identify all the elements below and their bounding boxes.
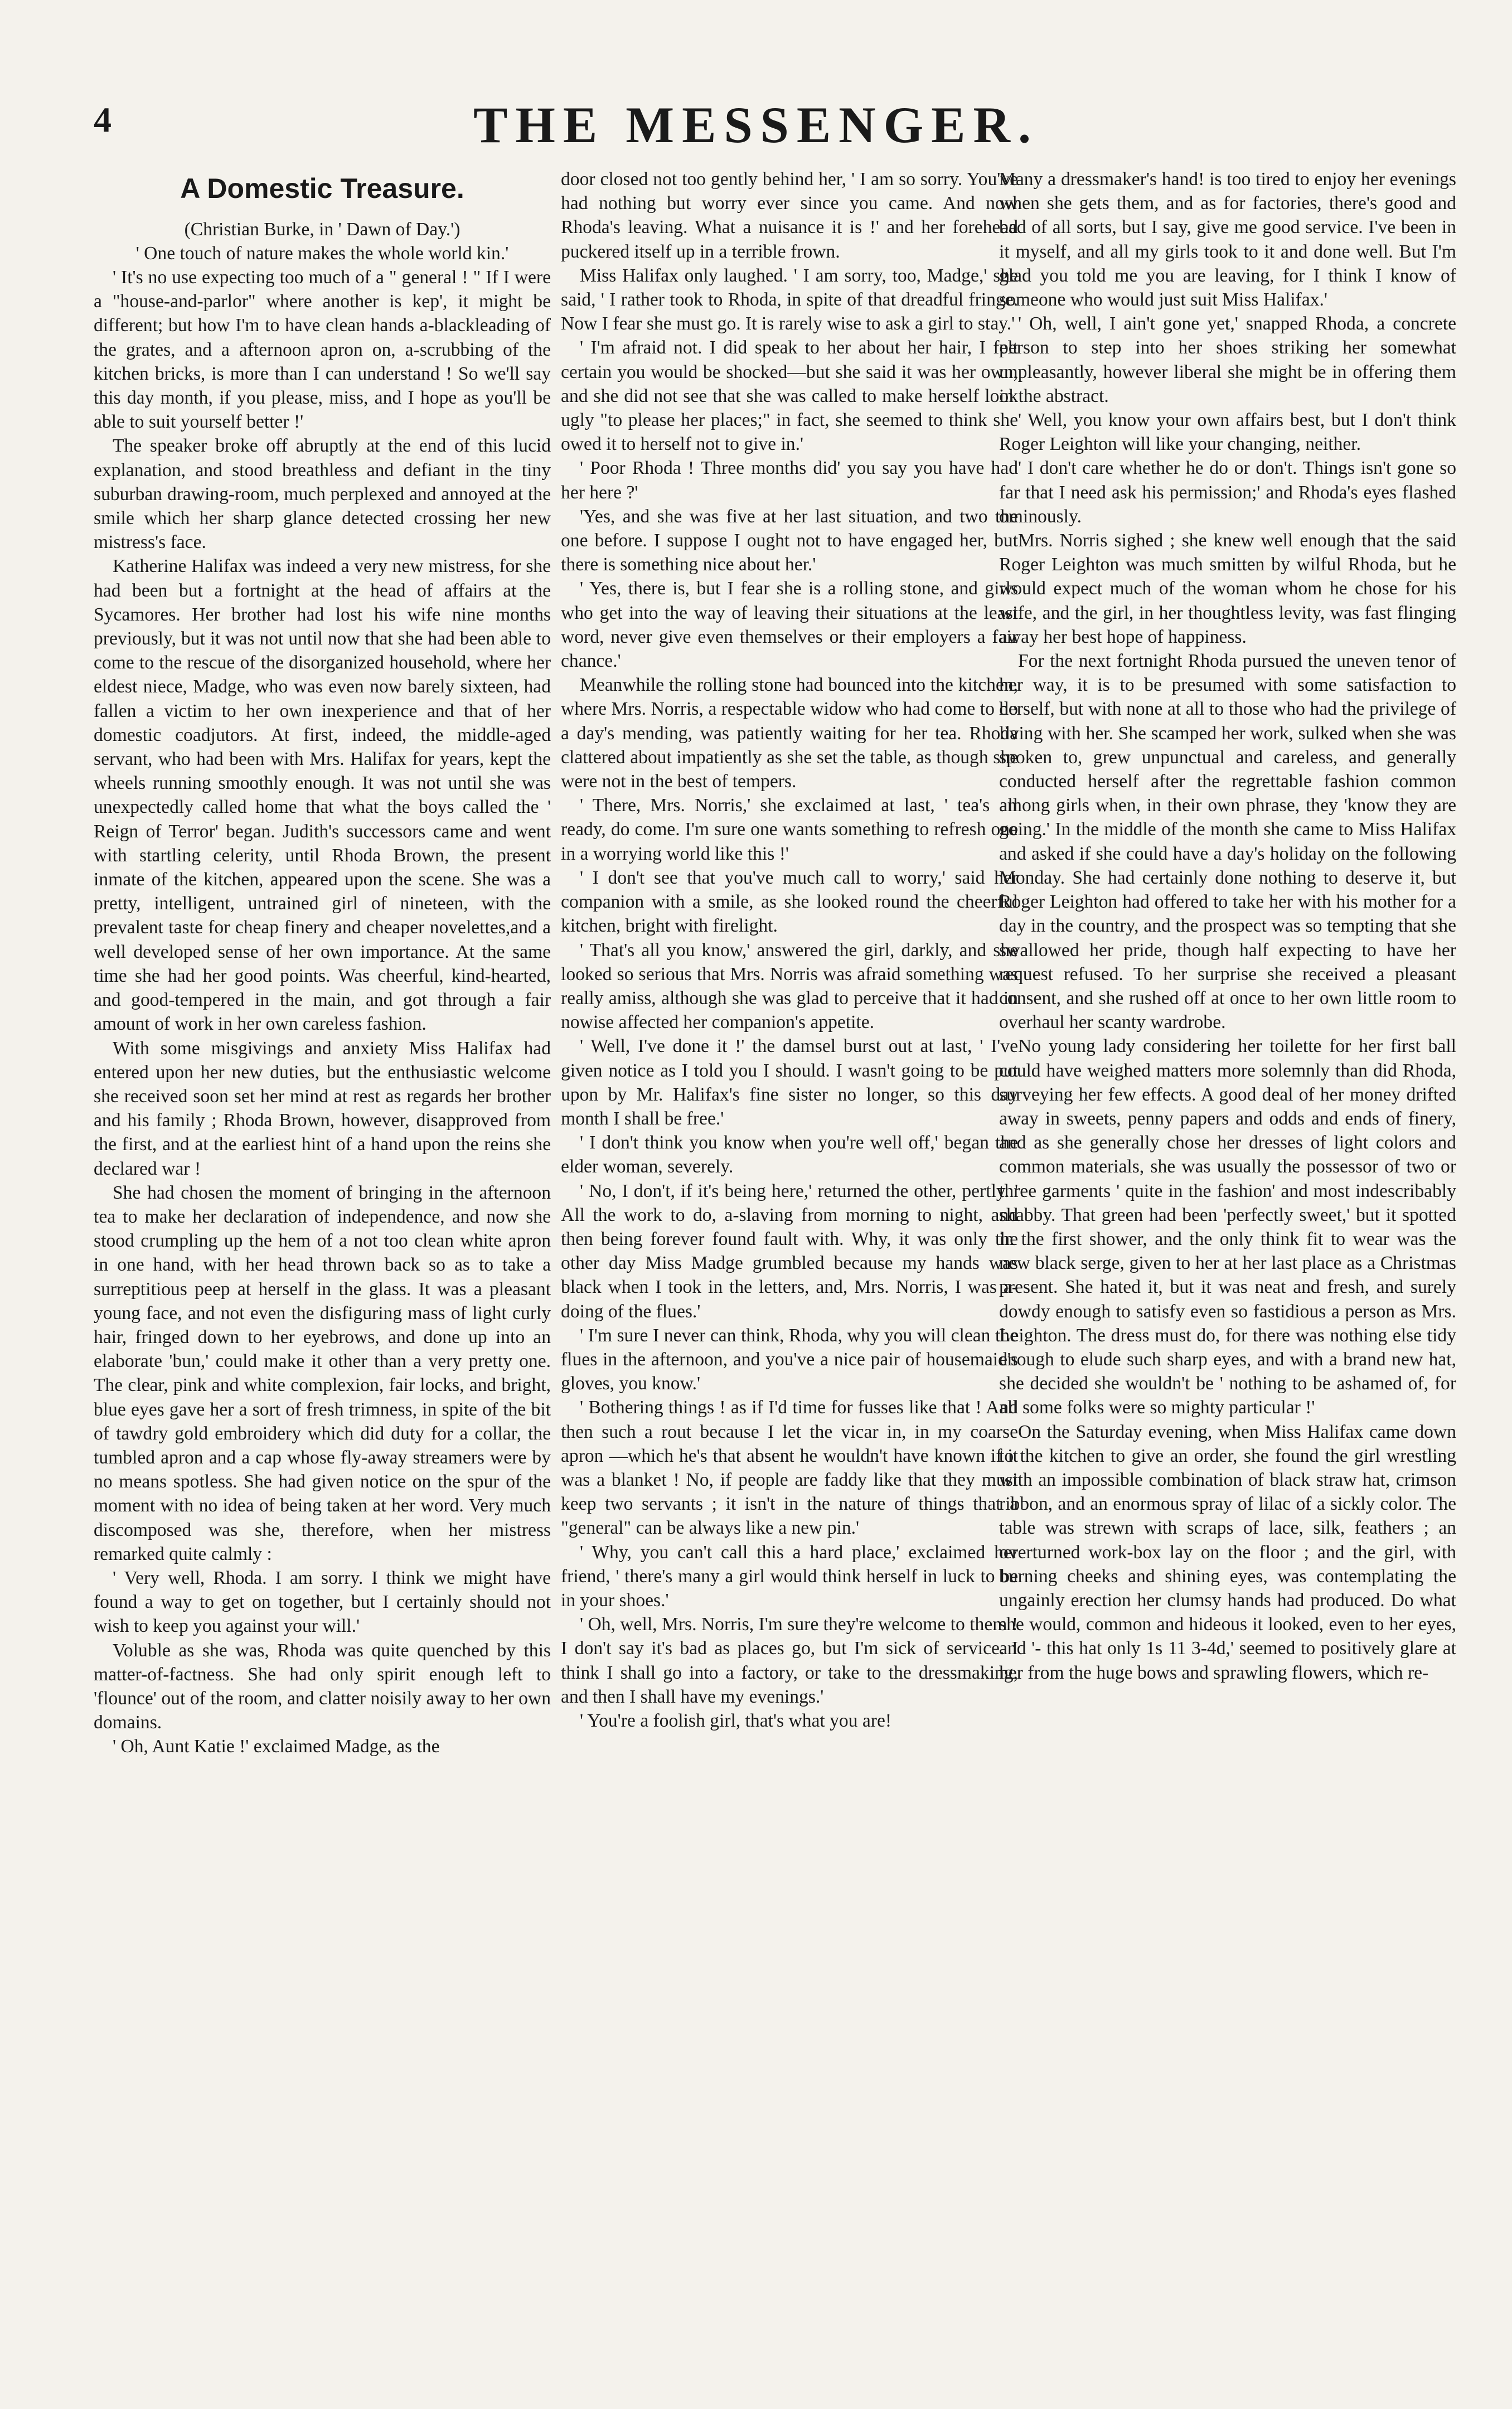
paragraph: On the Saturday evening, when Miss Halifax came down to the kitchen to give an order, she found the girl wrestling with an impossible combination of black straw hat, crimson ribbon, and an enormous spray of lilac of a sickly color. The table was strewn with scraps of lace, silk, feathers ; an overturned work-box lay on the floor ; and the girl, with burning cheeks and shining eyes, was contemplating the ungainly erection her clumsy hands had produced. Do what she would, common and hideous it looked, even to her eyes, and '- this hat only 1s 11 3-4d,' seemed to positively glare at her from the huge bows and sprawling flowers, which re- — [999, 1421, 1456, 1683]
paragraph: ' Oh, well, I ain't gone yet,' snapped Rhoda, a concrete person to step into her shoes striking her somewhat unpleasantly, however liberal she might be in offering them in the abstract. — [999, 313, 1456, 406]
paragraph: ' Very well, Rhoda. I am sorry. I think we might have found a way to get on together, but I certainly should not wish to keep you against your will.' — [94, 1567, 551, 1637]
article-title: A Domestic Treasure. — [180, 173, 464, 204]
paragraph: Katherine Halifax was indeed a very new mistress, for she had been but a fortnight at the head of affairs at the Sycamores. Her brother had lost his wife nine months previously, but it was not until now that she had been able to come to the rescue of the disorganized household, where her eldest niece, Madge, who was even now barely sixteen, had fallen a victim to her own inexperience and that of her domestic coadjutors. At first, indeed, the middle-aged servant, who had been with Mrs. Halifax for years, kept the wheels running smoothly enough. It was not until she was unexpectedly called home that what the boys called the ' Reign of Terror' began. Judith's successors came and went with startling celerity, until Rhoda Brown, the present inmate of the kitchen, appeared upon the scene. She was a pretty, intelligent, untrained girl of nineteen, with the prevalent taste for cheap finery and cheaper novelettes,and a well developed sense of her own importance. At the same time she had her good points. Was cheerful, kind-hearted, and good-tempered in the main, and got through a fair amount of work in her own careless fashion. — [94, 556, 551, 1035]
paragraph: ' No, I don't, if it's being here,' returned the other, pertly. ' All the work to do, a-slaving from morning to night, and then being forever found fault with. Why, it was only the other day Miss Madge grumbled because my hands was black when I took in the letters, and, Mrs. Norris, I was a-doing of the flues.' — [561, 1180, 1018, 1322]
paragraph: She had chosen the moment of bringing in the afternoon tea to make her declaration of independence, and now she stood crumpling up the hem of a not too clean white apron in one hand, with her head thrown back so as to take a surreptitious peep at herself in the glass. It was a pleasant young face, and not even the disfiguring mass of light curly hair, fringed down to her eyebrows, and done up into an elaborate 'bun,' could make it other than a very pretty one. The clear, pink and white complexion, fair locks, and bright, blue eyes gave her a sort of fresh trimness, in spite of the bit of tawdry gold embroidery which did duty for a collar, the tumbled apron and a cap whose fly-away streamers were by no means spotless. She had given notice on the spur of the moment with no idea of being taken at her word. Very much discomposed was she, therefore, when her mistress remarked quite calmly : — [94, 1182, 551, 1564]
paragraph: ' I don't think you know when you're well off,' began the elder woman, severely. — [561, 1132, 1018, 1177]
paragraph: Mrs. Norris sighed ; she knew well enough that the said Roger Leighton was much smitten by wilful Rhoda, but he would expect much of the woman whom he chose for his wife, and the girl, in her thoughtless levity, was fast flinging away her best hope of happiness. — [999, 530, 1456, 647]
paragraph: ' There, Mrs. Norris,' she exclaimed at last, ' tea's all ready, do come. I'm sure one wants something to refresh one in a worrying world like this !' — [561, 795, 1018, 864]
paragraph: 'Yes, and she was five at her last situation, and two the one before. I suppose I ought not to have engaged her, but there is something nice about her.' — [561, 506, 1018, 575]
paragraph: ' Bothering things ! as if I'd time for fusses like that ! And then such a rout because I let the vicar in, in my coarse apron —which he's that absent he wouldn't have known if it was a blanket ! No, if people are faddy like that they must keep two servants ; it isn't in the nature of things that a "general" can be always like a new pin.' — [561, 1397, 1018, 1539]
paragraph: ' Yes, there is, but I fear she is a rolling stone, and girls who get into the way of leaving their situations at the least word, never give even themselves or their employers a fair chance.' — [561, 578, 1018, 672]
paragraph: ' Oh, well, Mrs. Norris, I'm sure they're welcome to them ! I don't say it's bad as places go, but I'm sick of service. I think I shall go into a factory, or take to the dressmaking, and then I shall have my evenings.' — [561, 1614, 1018, 1707]
paragraph: Many a dressmaker's hand! is too tired to enjoy her evenings when she gets them, and as for factories, there's good and bad of all sorts, but I say, give me good service. I've been in it myself, and all my girls took to it and done well. But I'm glad you told me you are leaving, for I think I know of someone who would just suit Miss Halifax.' — [999, 169, 1456, 311]
paragraph: ' I don't see that you've much call to worry,' said her companion with a smile, as she looked round the cheerful kitchen, bright with firelight. — [561, 867, 1018, 937]
paragraph: ' You're a foolish girl, that's what you are! — [580, 1710, 892, 1731]
paragraph: ' Poor Rhoda ! Three months did' you say you have had her here ?' — [561, 458, 1018, 503]
column-3 — [999, 167, 1456, 1685]
paragraph: ' I'm sure I never can think, Rhoda, why you will clean the flues in the afternoon, and you've a nice pair of housemaid's gloves, you know.' — [561, 1325, 1018, 1394]
paragraph: ' I'm afraid not. I did speak to her about her hair, I felt certain you would be shocked—but she said it was her own, and she did not see that she was called to make herself look ugly "to please her places;" in fact, she seemed to think she owed it to herself not to give in.' — [561, 337, 1018, 455]
paragraph: No young lady considering her toilette for her first ball could have weighed matters more solemnly than did Rhoda, surveying her few effects. A good deal of her money drifted away in sweets, penny papers and odds and ends of finery, and as she generally chose her dresses of light colors and common materials, she was usually the possessor of two or three garments ' quite in the fashion' and most indescribably shabby. That green had been 'perfectly sweet,' but it spotted in the first shower, and the only think fit to wear was the new black serge, given to her at her last place as a Christmas present. She hated it, but it was neat and fresh, and surely dowdy enough to satisfy even so fastidious a person as Mrs. Leighton. The dress must do, for there was nothing else tidy enough to elude such sharp eyes, and with a brand new hat, she decided she wouldn't be ' nothing to be ashamed of, for all some folks were so mighty particular !' — [999, 1036, 1456, 1418]
paragraph: With some misgivings and anxiety Miss Halifax had entered upon her new duties, but the enthusiastic welcome she received soon set her mind at rest as regards her brother and his family ; Rhoda Brown, however, disapproved from the first, and at the earliest hint of a hand upon the reins she declared war ! — [94, 1038, 551, 1179]
paragraph: ' Why, you can't call this a hard place,' exclaimed her friend, ' there's many a girl would think herself in luck to be in your shoes.' — [561, 1542, 1018, 1611]
masthead: THE MESSENGER. — [473, 96, 1039, 153]
paragraph: door closed not too gently behind her, ' I am so sorry. You've had nothing but worry ever since you came. And now Rhoda's leaving. What a nuisance it is !' and her forehead puckered itself up in a terrible frown. — [561, 169, 1018, 262]
paragraph: Voluble as she was, Rhoda was quite quenched by this matter-of-factness. She had only spirit enough left to 'flounce' out of the room, and clatter noisily away to her own domains. — [94, 1640, 551, 1733]
paragraph: For the next fortnight Rhoda pursued the uneven tenor of her way, it is to be presumed with some satisfaction to herself, but with none at all to those who had the privilege of living with her. She scamped her work, sulked when she was spoken to, grew unpunctual and careless, and generally conducted herself after the regrettable fashion common among girls when, in their own phrase, they 'know they are going.' In the middle of the month she came to Miss Halifax and asked if she could have a day's holiday on the following Monday. She had certainly done nothing to deserve it, but Roger Leighton had offered to take her with his mother for a day in the country, and the prospect was so tempting that she swallowed her pride, though half expecting to have her request refused. To her surprise she received a pleasant consent, and she rushed off at once to her own little room to overhaul her scanty wardrobe. — [999, 651, 1456, 1033]
column-1 — [94, 167, 551, 1759]
paragraph: ' That's all you know,' answered the girl, darkly, and she looked so serious that Mrs. Norris was afraid something was really amiss, although she was glad to perceive that it had in nowise affected her companion's appetite. — [561, 939, 1018, 1033]
column-2 — [561, 167, 1018, 1733]
page-number: 4 — [94, 100, 112, 139]
paragraph: ' Well, you know your own affairs best, but I don't think Roger Leighton will like your changing, neither. — [999, 410, 1456, 455]
paragraph: ' It's no use expecting too much of a " general ! " If I were a "house-and-parlor" where another is kep', it might be different; but how I'm to have clean hands a-blackleading of the grates, and a afternoon apron on, a-scrubbing of the kitchen bricks, is more than I can understand ! So we'll say this day month, if you please, miss, and I hope as you'll be able to suit yourself better !' — [94, 267, 551, 433]
article-byline: (Christian Burke, in ' Dawn of Day.') — [184, 219, 461, 240]
paragraph: ' I don't care whether he do or don't. Things isn't gone so far that I need ask his permission;' and Rhoda's eyes flashed ominously. — [999, 458, 1456, 527]
article-epigraph: ' One touch of nature makes the whole world kin.' — [135, 243, 509, 264]
paragraph: ' Oh, Aunt Katie !' exclaimed Madge, as the — [113, 1736, 440, 1757]
paragraph: ' Well, I've done it !' the damsel burst out at last, ' I've given notice as I told you I should. I wasn't going to be put upon by Mr. Halifax's fine sister no longer, so this day month I shall be free.' — [561, 1036, 1018, 1129]
paragraph: Meanwhile the rolling stone had bounced into the kitchen, where Mrs. Norris, a respectable widow who had come to do a day's mending, was patiently waiting for her tea. Rhoda clattered about impatiently as she set the table, as though she were not in the best of tempers. — [561, 675, 1018, 792]
paragraph: The speaker broke off abruptly at the end of this lucid explanation, and stood breathless and defiant in the tiny suburban drawing-room, much perplexed and annoyed at the smile which her sharp glance detected crossing her new mistress's face. — [94, 435, 551, 553]
paragraph: Miss Halifax only laughed. ' I am sorry, too, Madge,' she said, ' I rather took to Rhoda, in spite of that dreadful fringe. Now I fear she must go. It is rarely wise to ask a girl to stay.' — [561, 265, 1018, 335]
